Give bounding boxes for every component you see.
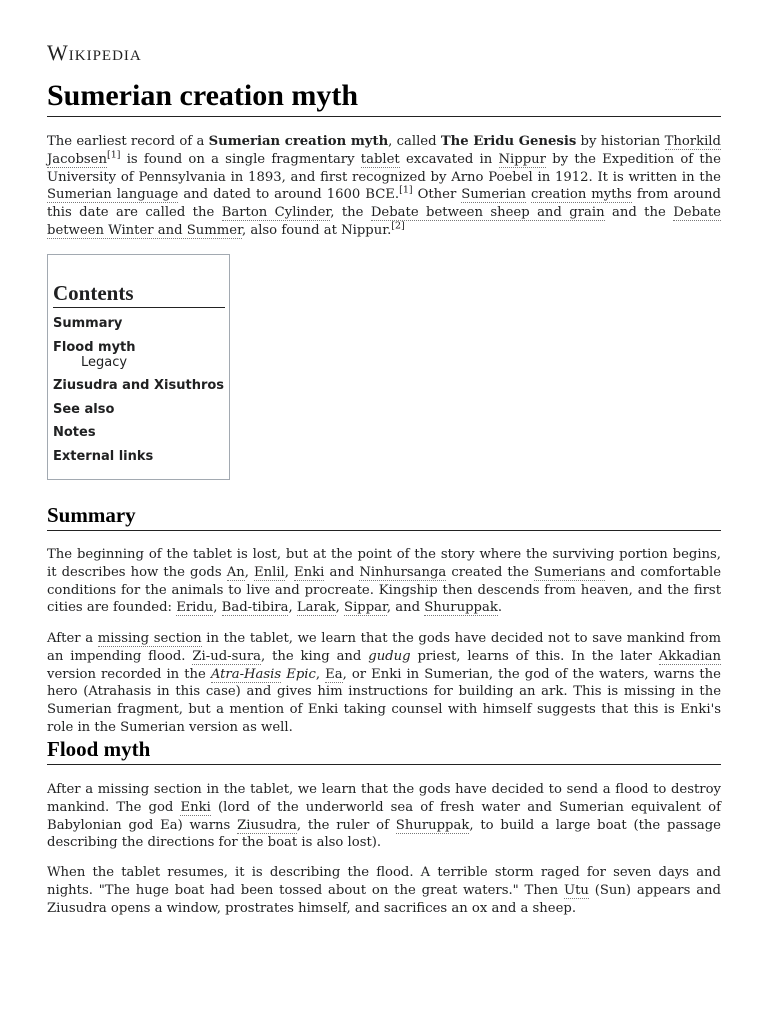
text: The beginning of the tablet is lost, but at the point of the story where the surviving portion begins, it describes how the gods xyxy=(47,547,721,580)
toc-item-external-links[interactable]: External links xyxy=(53,448,154,464)
page-title: Sumerian creation myth xyxy=(47,78,721,117)
link-ziusudra[interactable]: Ziusudra xyxy=(237,817,297,833)
text: and the xyxy=(604,205,674,221)
text: priest, learns of this. In the later xyxy=(410,648,659,664)
text: , xyxy=(335,600,345,616)
link-tablet[interactable]: tablet xyxy=(360,151,400,167)
text: by the Expedition of the University of Pennsylvania in 1893, and first recognized by Arno Poebel in 1912. It is written in the xyxy=(47,151,721,185)
link-enki[interactable]: Enki xyxy=(294,564,325,580)
text: and xyxy=(324,564,360,580)
ref-2[interactable]: [2] xyxy=(391,220,405,232)
text: and comfortable conditions for the animals to live and procreate. Kingship then descends from heaven, and the first cities are founded: xyxy=(47,564,721,616)
text: (Sun) appears and Ziusudra opens a window, prostrates himself, and sacrifices an ox and a sheep. xyxy=(47,882,721,916)
bold-term: Sumerian creation myth xyxy=(208,134,389,149)
text: created the xyxy=(446,564,534,580)
link-enki[interactable]: Enki xyxy=(180,799,211,815)
lead-paragraph xyxy=(47,133,721,240)
link-shuruppak[interactable]: Shuruppak xyxy=(395,817,470,833)
section-heading-flood-myth: Flood myth xyxy=(47,736,721,765)
text: . xyxy=(497,600,503,616)
link-ea[interactable]: Ea xyxy=(325,666,343,682)
link-ninhursanga[interactable]: Ninhursanga xyxy=(359,564,447,580)
text: After a missing section in the tablet, we learn that the gods have decided to send a flood to destroy mankind. The god xyxy=(47,782,721,815)
link-zi-ud-sura[interactable]: Zi-ud-sura xyxy=(192,648,262,664)
link-eridu[interactable]: Eridu xyxy=(176,600,214,616)
text: , xyxy=(213,600,222,616)
text: from around this date are called the xyxy=(47,187,721,221)
text: (lord of the underworld sea of fresh water and Sumerian equivalent of Babylonian god Ea) warns xyxy=(47,799,721,833)
summary-paragraph-1 xyxy=(47,546,721,617)
text: is found on a single fragmentary xyxy=(120,151,361,167)
text: , and xyxy=(386,600,425,616)
link-atra-hasis[interactable]: Atra-Hasis xyxy=(210,666,282,682)
link-missing-section[interactable]: missing section xyxy=(97,631,202,646)
text: , or Enki in Sumerian, the god of the waters, warns the hero (Atrahasis in this case) and gives him instructions for building an ark. This is missing in the Sumerian fragment, but a mention of Enki taking counsel with himself suggests that this is Enki's role in the Sumerian version as well. xyxy=(47,666,721,735)
text: , the xyxy=(330,205,371,221)
table-of-contents xyxy=(47,254,230,480)
text: , called xyxy=(388,134,441,149)
toc-item-flood-myth[interactable]: Flood myth xyxy=(53,339,136,355)
text: Other xyxy=(412,187,462,203)
wikipedia-wordmark[interactable]: Wikipedia xyxy=(47,40,142,65)
bold-term: The Eridu Genesis xyxy=(440,134,577,149)
text: The earliest record of a xyxy=(47,134,209,149)
text: and dated to around 1600 BCE. xyxy=(178,187,400,203)
toc-title: Contents xyxy=(53,281,225,308)
ref-1b[interactable]: [1] xyxy=(399,185,413,196)
ref-1[interactable]: [1] xyxy=(106,149,121,161)
text: by historian xyxy=(576,134,665,149)
text: , also found at Nippur. xyxy=(241,222,392,238)
summary-paragraph-2 xyxy=(47,630,721,737)
link-sumerian-language[interactable]: Sumerian language xyxy=(47,187,179,203)
text: After a xyxy=(47,631,98,646)
text: , the ruler of xyxy=(296,817,396,833)
link-creation-myths[interactable]: creation myths xyxy=(531,187,632,203)
text: , to build a large boat (the passage describing the directions for the boat is also lost). xyxy=(47,817,721,851)
link-larak[interactable]: Larak xyxy=(296,600,336,616)
link-debate-winter-summer[interactable]: Debate between Winter and Summer xyxy=(47,205,721,238)
text: in the tablet, we learn that the gods have decided not to save mankind from an impending flood. xyxy=(47,631,722,664)
link-debate-sheep-grain[interactable]: Debate between sheep and grain xyxy=(370,205,605,221)
text: , xyxy=(288,600,297,616)
link-utu[interactable]: Utu xyxy=(563,882,589,898)
text: excavated in xyxy=(399,151,499,167)
link-barton-cylinder[interactable]: Barton Cylinder xyxy=(221,205,331,221)
text: version recorded in the xyxy=(47,666,211,682)
italic-term: Epic xyxy=(281,666,316,682)
text: , xyxy=(244,564,254,580)
text: When the tablet resumes, it is describing the flood. A terrible storm raged for seven days and nights. "The huge boat had been tossed about on the great waters." Then xyxy=(47,865,721,898)
link-an[interactable]: An xyxy=(226,564,245,580)
link-shuruppak[interactable]: Shuruppak xyxy=(424,600,498,616)
toc-item-legacy[interactable]: Legacy xyxy=(81,354,128,370)
link-nippur[interactable]: Nippur xyxy=(498,151,546,167)
link-sumerian[interactable]: Sumerian xyxy=(461,187,526,203)
toc-item-summary[interactable]: Summary xyxy=(53,316,123,331)
link-akkadian[interactable]: Akkadian xyxy=(658,648,722,664)
flood-paragraph-1 xyxy=(47,781,721,852)
toc-list xyxy=(53,314,224,467)
section-heading-summary: Summary xyxy=(47,502,721,531)
text: , xyxy=(284,564,295,580)
link-bad-tibira[interactable]: Bad-tibira xyxy=(221,600,289,616)
toc-item-ziusudra-xisuthros[interactable]: Ziusudra and Xisuthros xyxy=(53,378,225,394)
link-sumerians[interactable]: Sumerians xyxy=(534,564,606,580)
text: , the king and xyxy=(261,648,369,664)
link-sippar[interactable]: Sippar xyxy=(344,600,387,616)
link-thorkild-jacobsen[interactable]: Thorkild Jacobsen xyxy=(47,134,721,167)
text: , xyxy=(315,666,326,682)
link-enlil[interactable]: Enlil xyxy=(254,564,285,580)
flood-paragraph-2 xyxy=(47,864,721,917)
toc-item-notes[interactable]: Notes xyxy=(53,425,96,441)
toc-item-see-also[interactable]: See also xyxy=(53,401,115,417)
italic-term: gudug xyxy=(368,648,411,664)
